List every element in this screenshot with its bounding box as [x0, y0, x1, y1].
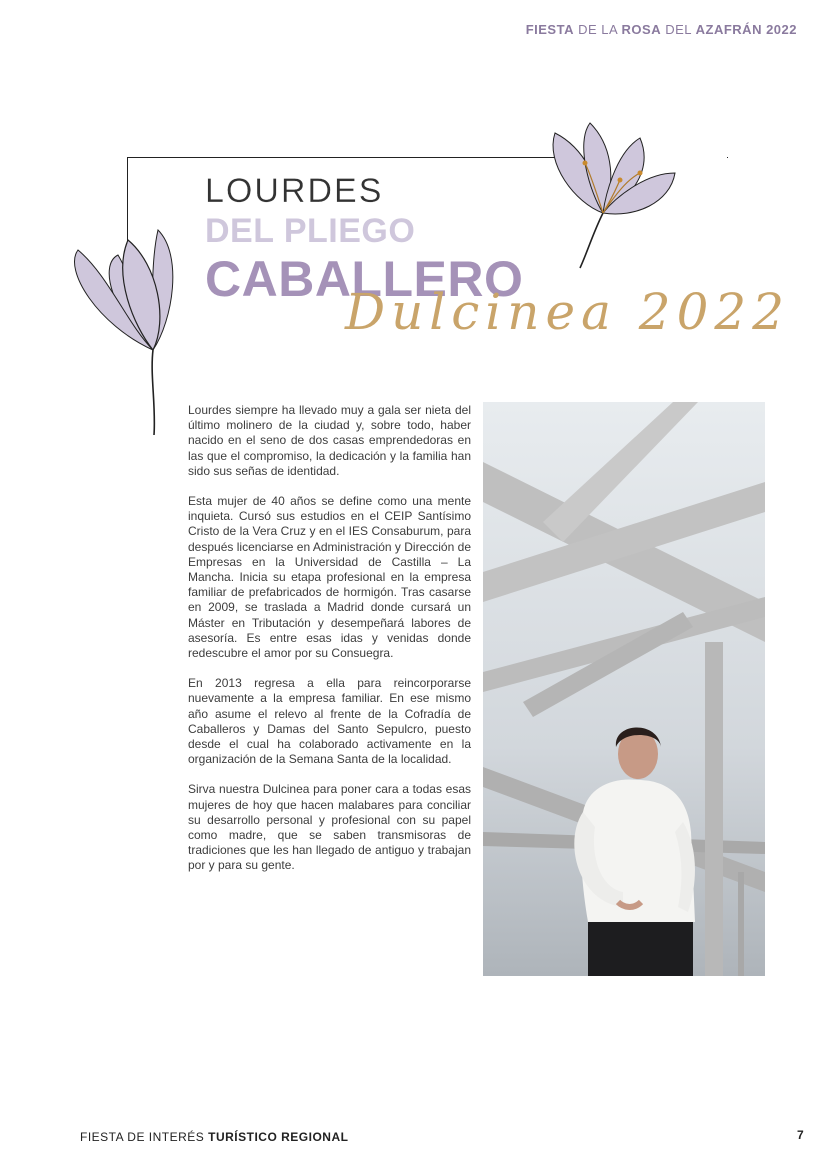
paragraph: Lourdes siempre ha llevado muy a gala ser nieta del último molinero de la ciudad y, sobre todo, haber nacido en el seno de dos casas emprendedoras en las que el compromiso, la dedicación y la familia han sido sus señas de identidad.: [188, 403, 471, 478]
header-del: DEL: [661, 22, 696, 37]
running-header: [526, 22, 797, 37]
header-fiesta: FIESTA: [525, 22, 574, 37]
header-azafran: AZAFRÁN 2022: [695, 22, 797, 37]
footer-label: [80, 1130, 348, 1144]
title-surname-1: DEL PLIEGO: [205, 212, 416, 250]
photo-illustration: [483, 402, 765, 976]
title-surname-2: CABALLERO: [205, 251, 524, 307]
page-number: 7: [797, 1128, 804, 1142]
portrait-photo: [483, 402, 765, 976]
title-first-name: LOURDES: [205, 172, 384, 210]
footer-bold-text: TURÍSTICO REGIONAL: [208, 1130, 349, 1144]
paragraph: En 2013 regresa a ella para reincorporarse nuevamente a la empresa familiar. En ese mismo año asume el relevo al frente de la Cofradía de Caballeros y Damas del Santo Sepulcro, puesto desde el cual ha colaborado activamente en la organización de la Semana Santa de la localidad.: [188, 676, 471, 767]
footer-normal-text: FIESTA DE INTERÉS: [80, 1130, 209, 1144]
paragraph: Esta mujer de 40 años se define como una mente inquieta. Cursó sus estudios en el CEIP Santísimo Cristo de la Vera Cruz y en el IES Consaburum, para después licenciarse en Administración y Dirección de Empresas en la Universidad de Castilla – La Mancha. Inicia su etapa profesional en la empresa familiar de prefabricados de hormigón. Tras casarse en 2009, se traslada a Madrid donde cursará un Máster en Tributación y desempeñará labores de asesoría. Es entre esas idas y venidas donde redescubre el amor por su Consuegra.: [188, 494, 471, 661]
header-de-la: DE LA: [573, 22, 622, 37]
paragraph: Sirva nuestra Dulcinea para poner cara a todas esas mujeres de hoy que hacen malabares para conciliar su desarrollo personal y profesional con su papel como madre, que se saben transmisoras de tradiciones que les han llegado de antiguo y trabajan por y para su gente.: [188, 782, 471, 873]
title-dulcinea-script: Dulcinea 2022: [345, 283, 791, 341]
header-rosa: ROSA: [621, 22, 662, 37]
article-body: [188, 403, 471, 889]
crocus-flower-left-icon: [58, 225, 193, 440]
crocus-flower-right-icon: [545, 118, 695, 273]
